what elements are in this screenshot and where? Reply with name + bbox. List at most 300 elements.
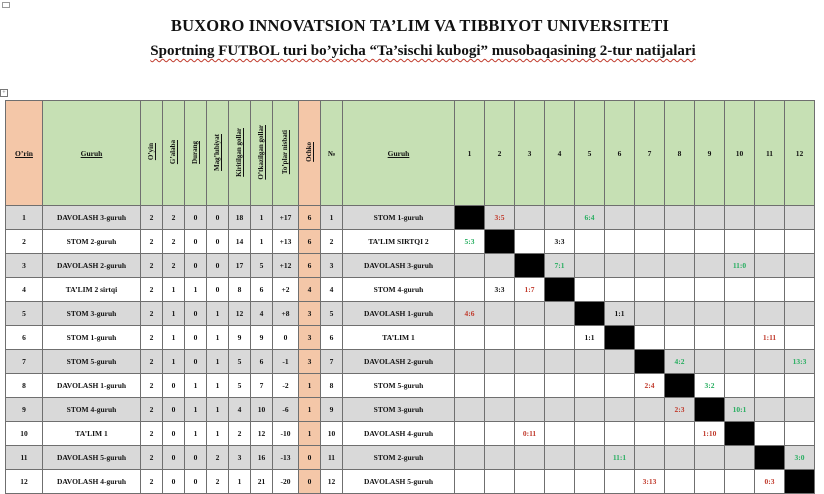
score-cell bbox=[665, 470, 695, 494]
score-cell bbox=[515, 302, 545, 326]
draw-cell: 1 bbox=[185, 374, 207, 398]
col-header-12: 12 bbox=[785, 101, 815, 206]
score-cell bbox=[635, 230, 665, 254]
table-row bbox=[6, 422, 815, 446]
score-value: 6:4 bbox=[584, 213, 595, 222]
col-header-lost: Mag’lubiyat bbox=[207, 101, 229, 206]
score-cell bbox=[545, 422, 575, 446]
score-value: 13:3 bbox=[792, 357, 807, 366]
score-cell bbox=[785, 278, 815, 302]
col-header-5: 5 bbox=[575, 101, 605, 206]
score-cell bbox=[545, 350, 575, 374]
won-cell: 2 bbox=[163, 254, 185, 278]
matrix-team-name-cell: DAVOLASH 2-guruh bbox=[343, 350, 455, 374]
row-number-cell: 10 bbox=[321, 422, 343, 446]
table-row bbox=[6, 374, 815, 398]
col-header-conceded: O’tkazilgan gollar bbox=[251, 101, 273, 206]
won-cell: 0 bbox=[163, 374, 185, 398]
score-cell bbox=[785, 230, 815, 254]
score-cell bbox=[485, 278, 515, 302]
conceded-cell: 10 bbox=[251, 398, 273, 422]
score-cell bbox=[545, 374, 575, 398]
score-cell bbox=[725, 278, 755, 302]
score-cell bbox=[545, 326, 575, 350]
draw-cell: 0 bbox=[185, 206, 207, 230]
score-value: 2:3 bbox=[674, 405, 685, 414]
diagonal-cell bbox=[635, 350, 665, 374]
col-header-won: G’alaba bbox=[163, 101, 185, 206]
score-value: 11:1 bbox=[612, 453, 627, 462]
scored-cell: 14 bbox=[229, 230, 251, 254]
score-cell bbox=[605, 350, 635, 374]
draw-cell: 1 bbox=[185, 422, 207, 446]
won-cell: 1 bbox=[163, 350, 185, 374]
score-cell bbox=[515, 470, 545, 494]
score-cell bbox=[635, 302, 665, 326]
score-cell bbox=[725, 398, 755, 422]
score-cell bbox=[455, 326, 485, 350]
score-cell bbox=[755, 350, 785, 374]
score-cell bbox=[785, 254, 815, 278]
score-cell bbox=[485, 398, 515, 422]
team-name-cell: DAVOLASH 4-guruh bbox=[43, 470, 141, 494]
score-cell bbox=[545, 446, 575, 470]
score-cell bbox=[755, 326, 785, 350]
col-header-draw: Durang bbox=[185, 101, 207, 206]
header-row bbox=[6, 101, 815, 206]
score-cell bbox=[635, 398, 665, 422]
points-cell: 1 bbox=[299, 422, 321, 446]
diff-cell: -13 bbox=[273, 446, 299, 470]
lost-cell: 0 bbox=[207, 278, 229, 302]
col-header-8: 8 bbox=[665, 101, 695, 206]
place-cell: 6 bbox=[6, 326, 43, 350]
score-value: 4:2 bbox=[674, 357, 685, 366]
won-cell: 0 bbox=[163, 398, 185, 422]
points-cell: 1 bbox=[299, 398, 321, 422]
score-cell bbox=[665, 278, 695, 302]
table-row bbox=[6, 398, 815, 422]
score-cell bbox=[695, 374, 725, 398]
row-number-cell: 1 bbox=[321, 206, 343, 230]
scored-cell: 1 bbox=[229, 470, 251, 494]
score-cell bbox=[725, 350, 755, 374]
team-name-cell: TA’LIM 1 bbox=[43, 422, 141, 446]
score-cell bbox=[755, 254, 785, 278]
score-value: 1:7 bbox=[524, 285, 535, 294]
played-cell: 2 bbox=[141, 302, 163, 326]
conceded-cell: 6 bbox=[251, 278, 273, 302]
score-cell bbox=[755, 302, 785, 326]
score-cell bbox=[665, 398, 695, 422]
points-cell: 3 bbox=[299, 326, 321, 350]
played-cell: 2 bbox=[141, 206, 163, 230]
score-cell bbox=[785, 302, 815, 326]
matrix-team-name-cell: STOM 5-guruh bbox=[343, 374, 455, 398]
row-number-cell: 4 bbox=[321, 278, 343, 302]
col-header-group2: Guruh bbox=[343, 101, 455, 206]
document-title: BUXORO INNOVATSION TA’LIM VA TIBBIYOT UNIVERSITETI bbox=[170, 16, 670, 35]
won-cell: 1 bbox=[163, 302, 185, 326]
score-cell bbox=[635, 326, 665, 350]
score-cell bbox=[695, 470, 725, 494]
lost-cell: 1 bbox=[207, 398, 229, 422]
col-header-diff: To’plar nisbati bbox=[273, 101, 299, 206]
row-number-cell: 8 bbox=[321, 374, 343, 398]
place-cell: 10 bbox=[6, 422, 43, 446]
diff-cell: -20 bbox=[273, 470, 299, 494]
col-header-4: 4 bbox=[545, 101, 575, 206]
score-cell bbox=[545, 470, 575, 494]
score-value: 3:0 bbox=[794, 453, 805, 462]
conceded-cell: 9 bbox=[251, 326, 273, 350]
team-name-cell: STOM 3-guruh bbox=[43, 302, 141, 326]
played-cell: 2 bbox=[141, 446, 163, 470]
score-cell bbox=[635, 470, 665, 494]
place-cell: 11 bbox=[6, 446, 43, 470]
played-cell: 2 bbox=[141, 374, 163, 398]
diagonal-cell bbox=[455, 206, 485, 230]
score-cell bbox=[755, 398, 785, 422]
played-cell: 2 bbox=[141, 422, 163, 446]
points-cell: 3 bbox=[299, 350, 321, 374]
score-cell bbox=[515, 326, 545, 350]
score-cell bbox=[455, 230, 485, 254]
diff-cell: +8 bbox=[273, 302, 299, 326]
score-cell bbox=[545, 398, 575, 422]
score-cell bbox=[515, 398, 545, 422]
table-row bbox=[6, 350, 815, 374]
lost-cell: 2 bbox=[207, 446, 229, 470]
score-cell bbox=[605, 398, 635, 422]
scored-cell: 17 bbox=[229, 254, 251, 278]
scored-cell: 8 bbox=[229, 278, 251, 302]
conceded-cell: 6 bbox=[251, 350, 273, 374]
score-cell bbox=[785, 374, 815, 398]
score-cell bbox=[725, 326, 755, 350]
diff-cell: -10 bbox=[273, 422, 299, 446]
score-cell bbox=[665, 302, 695, 326]
score-cell bbox=[575, 230, 605, 254]
score-cell bbox=[515, 230, 545, 254]
score-cell bbox=[545, 302, 575, 326]
score-value: 1:1 bbox=[614, 309, 625, 318]
score-cell bbox=[575, 350, 605, 374]
table-row bbox=[6, 278, 815, 302]
place-cell: 3 bbox=[6, 254, 43, 278]
draw-cell: 0 bbox=[185, 302, 207, 326]
table-row bbox=[6, 302, 815, 326]
score-cell bbox=[485, 326, 515, 350]
score-value: 4:6 bbox=[464, 309, 475, 318]
score-cell bbox=[695, 446, 725, 470]
diagonal-cell bbox=[665, 374, 695, 398]
diagonal-cell bbox=[485, 230, 515, 254]
played-cell: 2 bbox=[141, 230, 163, 254]
points-cell: 3 bbox=[299, 302, 321, 326]
standings-body bbox=[6, 206, 815, 494]
table-row bbox=[6, 206, 815, 230]
score-cell bbox=[575, 398, 605, 422]
place-cell: 9 bbox=[6, 398, 43, 422]
played-cell: 2 bbox=[141, 326, 163, 350]
place-cell: 7 bbox=[6, 350, 43, 374]
points-cell: 6 bbox=[299, 206, 321, 230]
place-cell: 4 bbox=[6, 278, 43, 302]
score-cell bbox=[785, 446, 815, 470]
score-cell bbox=[725, 302, 755, 326]
score-cell bbox=[455, 302, 485, 326]
score-cell bbox=[485, 374, 515, 398]
score-value: 1:11 bbox=[762, 333, 777, 342]
score-cell bbox=[605, 230, 635, 254]
diagonal-cell bbox=[755, 446, 785, 470]
score-cell bbox=[605, 422, 635, 446]
matrix-team-name-cell: DAVOLASH 5-guruh bbox=[343, 470, 455, 494]
col-header-11: 11 bbox=[755, 101, 785, 206]
team-name-cell: STOM 2-guruh bbox=[43, 230, 141, 254]
score-cell bbox=[695, 302, 725, 326]
points-cell: 6 bbox=[299, 254, 321, 278]
row-number-cell: 6 bbox=[321, 326, 343, 350]
score-cell bbox=[515, 278, 545, 302]
team-name-cell: STOM 4-guruh bbox=[43, 398, 141, 422]
lost-cell: 0 bbox=[207, 254, 229, 278]
matrix-team-name-cell: STOM 4-guruh bbox=[343, 278, 455, 302]
won-cell: 1 bbox=[163, 326, 185, 350]
draw-cell: 0 bbox=[185, 446, 207, 470]
lost-cell: 2 bbox=[207, 470, 229, 494]
diagonal-cell bbox=[515, 254, 545, 278]
diagonal-cell bbox=[545, 278, 575, 302]
diff-cell: +13 bbox=[273, 230, 299, 254]
col-header-points: Ochko bbox=[299, 101, 321, 206]
score-cell bbox=[695, 350, 725, 374]
score-value: 7:1 bbox=[554, 261, 565, 270]
place-cell: 2 bbox=[6, 230, 43, 254]
score-cell bbox=[725, 446, 755, 470]
score-cell bbox=[635, 446, 665, 470]
table-row bbox=[6, 326, 815, 350]
place-cell: 5 bbox=[6, 302, 43, 326]
scored-cell: 4 bbox=[229, 398, 251, 422]
points-cell: 1 bbox=[299, 374, 321, 398]
team-name-cell: DAVOLASH 3-guruh bbox=[43, 206, 141, 230]
table-move-handle-icon[interactable]: + bbox=[0, 89, 8, 97]
score-value: 2:4 bbox=[644, 381, 655, 390]
row-number-cell: 12 bbox=[321, 470, 343, 494]
won-cell: 2 bbox=[163, 230, 185, 254]
score-value: 0:11 bbox=[522, 429, 537, 438]
diff-cell: +17 bbox=[273, 206, 299, 230]
col-header-scored: Kiritilgan gollar bbox=[229, 101, 251, 206]
conceded-cell: 21 bbox=[251, 470, 273, 494]
draw-cell: 0 bbox=[185, 254, 207, 278]
score-value: 3:3 bbox=[494, 285, 505, 294]
matrix-team-name-cell: TA’LIM 1 bbox=[343, 326, 455, 350]
played-cell: 2 bbox=[141, 278, 163, 302]
col-header-6: 6 bbox=[605, 101, 635, 206]
matrix-team-name-cell: DAVOLASH 1-guruh bbox=[343, 302, 455, 326]
scored-cell: 2 bbox=[229, 422, 251, 446]
score-cell bbox=[725, 206, 755, 230]
score-cell bbox=[605, 302, 635, 326]
scored-cell: 5 bbox=[229, 350, 251, 374]
score-cell bbox=[515, 374, 545, 398]
table-row bbox=[6, 446, 815, 470]
score-cell bbox=[725, 470, 755, 494]
score-cell bbox=[485, 422, 515, 446]
score-cell bbox=[455, 374, 485, 398]
score-cell bbox=[575, 206, 605, 230]
standings-table bbox=[5, 100, 815, 494]
document-subtitle: Sportning FUTBOL turi bo’yicha “Ta’sischi kubogi” musobaqasining 2-tur natijalari bbox=[150, 43, 696, 59]
diagonal-cell bbox=[695, 398, 725, 422]
won-cell: 2 bbox=[163, 206, 185, 230]
score-value: 10:1 bbox=[732, 405, 747, 414]
matrix-team-name-cell: STOM 3-guruh bbox=[343, 398, 455, 422]
draw-cell: 0 bbox=[185, 470, 207, 494]
team-name-cell: DAVOLASH 2-guruh bbox=[43, 254, 141, 278]
scored-cell: 9 bbox=[229, 326, 251, 350]
table-row bbox=[6, 470, 815, 494]
matrix-team-name-cell: DAVOLASH 4-guruh bbox=[343, 422, 455, 446]
score-value: 3:5 bbox=[494, 213, 505, 222]
score-cell bbox=[545, 206, 575, 230]
diff-cell: -1 bbox=[273, 350, 299, 374]
score-value: 5:3 bbox=[464, 237, 475, 246]
score-cell bbox=[785, 206, 815, 230]
draw-cell: 1 bbox=[185, 278, 207, 302]
lost-cell: 1 bbox=[207, 374, 229, 398]
team-name-cell: STOM 1-guruh bbox=[43, 326, 141, 350]
score-cell bbox=[455, 470, 485, 494]
conceded-cell: 4 bbox=[251, 302, 273, 326]
matrix-team-name-cell: DAVOLASH 3-guruh bbox=[343, 254, 455, 278]
row-number-cell: 11 bbox=[321, 446, 343, 470]
score-cell bbox=[485, 446, 515, 470]
place-cell: 12 bbox=[6, 470, 43, 494]
page-corner-mark bbox=[2, 2, 10, 8]
conceded-cell: 1 bbox=[251, 206, 273, 230]
score-cell bbox=[725, 254, 755, 278]
score-value: 3:2 bbox=[704, 381, 715, 390]
score-value: 3:3 bbox=[554, 237, 565, 246]
score-cell bbox=[785, 398, 815, 422]
played-cell: 2 bbox=[141, 398, 163, 422]
draw-cell: 0 bbox=[185, 350, 207, 374]
score-cell bbox=[695, 230, 725, 254]
score-cell bbox=[725, 230, 755, 254]
score-cell bbox=[635, 374, 665, 398]
row-number-cell: 3 bbox=[321, 254, 343, 278]
diagonal-cell bbox=[575, 302, 605, 326]
score-cell bbox=[725, 374, 755, 398]
score-cell bbox=[755, 374, 785, 398]
col-header-no: № bbox=[321, 101, 343, 206]
diagonal-cell bbox=[605, 326, 635, 350]
conceded-cell: 5 bbox=[251, 254, 273, 278]
played-cell: 2 bbox=[141, 350, 163, 374]
lost-cell: 1 bbox=[207, 350, 229, 374]
points-cell: 0 bbox=[299, 470, 321, 494]
score-cell bbox=[605, 374, 635, 398]
team-name-cell: DAVOLASH 5-guruh bbox=[43, 446, 141, 470]
matrix-team-name-cell: STOM 2-guruh bbox=[343, 446, 455, 470]
draw-cell: 0 bbox=[185, 230, 207, 254]
scored-cell: 5 bbox=[229, 374, 251, 398]
score-cell bbox=[515, 350, 545, 374]
score-cell bbox=[455, 278, 485, 302]
score-cell bbox=[695, 326, 725, 350]
won-cell: 1 bbox=[163, 278, 185, 302]
score-cell bbox=[635, 254, 665, 278]
score-cell bbox=[755, 230, 785, 254]
score-cell bbox=[455, 398, 485, 422]
score-cell bbox=[695, 254, 725, 278]
lost-cell: 0 bbox=[207, 206, 229, 230]
col-header-10: 10 bbox=[725, 101, 755, 206]
score-cell bbox=[785, 350, 815, 374]
score-cell bbox=[665, 350, 695, 374]
score-value: 1:1 bbox=[584, 333, 595, 342]
score-cell bbox=[755, 206, 785, 230]
place-cell: 1 bbox=[6, 206, 43, 230]
conceded-cell: 12 bbox=[251, 422, 273, 446]
team-name-cell: STOM 5-guruh bbox=[43, 350, 141, 374]
score-cell bbox=[635, 422, 665, 446]
score-cell bbox=[575, 326, 605, 350]
draw-cell: 0 bbox=[185, 326, 207, 350]
diff-cell: -2 bbox=[273, 374, 299, 398]
diagonal-cell bbox=[785, 470, 815, 494]
score-cell bbox=[485, 350, 515, 374]
score-cell bbox=[575, 446, 605, 470]
score-cell bbox=[605, 254, 635, 278]
played-cell: 2 bbox=[141, 470, 163, 494]
team-name-cell: TA’LIM 2 sirtqi bbox=[43, 278, 141, 302]
diff-cell: 0 bbox=[273, 326, 299, 350]
lost-cell: 0 bbox=[207, 230, 229, 254]
score-cell bbox=[455, 446, 485, 470]
score-cell bbox=[575, 278, 605, 302]
matrix-team-name-cell: STOM 1-guruh bbox=[343, 206, 455, 230]
table-row bbox=[6, 230, 815, 254]
conceded-cell: 7 bbox=[251, 374, 273, 398]
matrix-team-name-cell: TA’LIM SIRTQI 2 bbox=[343, 230, 455, 254]
score-value: 3:13 bbox=[642, 477, 657, 486]
score-cell bbox=[575, 374, 605, 398]
score-cell bbox=[755, 470, 785, 494]
col-header-9: 9 bbox=[695, 101, 725, 206]
score-cell bbox=[605, 470, 635, 494]
score-cell bbox=[635, 206, 665, 230]
score-cell bbox=[785, 326, 815, 350]
score-cell bbox=[635, 278, 665, 302]
diff-cell: -6 bbox=[273, 398, 299, 422]
score-cell bbox=[605, 278, 635, 302]
points-cell: 0 bbox=[299, 446, 321, 470]
score-cell bbox=[665, 206, 695, 230]
score-cell bbox=[455, 350, 485, 374]
score-cell bbox=[575, 422, 605, 446]
row-number-cell: 2 bbox=[321, 230, 343, 254]
score-cell bbox=[695, 422, 725, 446]
score-cell bbox=[485, 206, 515, 230]
score-cell bbox=[455, 254, 485, 278]
conceded-cell: 1 bbox=[251, 230, 273, 254]
score-cell bbox=[575, 254, 605, 278]
